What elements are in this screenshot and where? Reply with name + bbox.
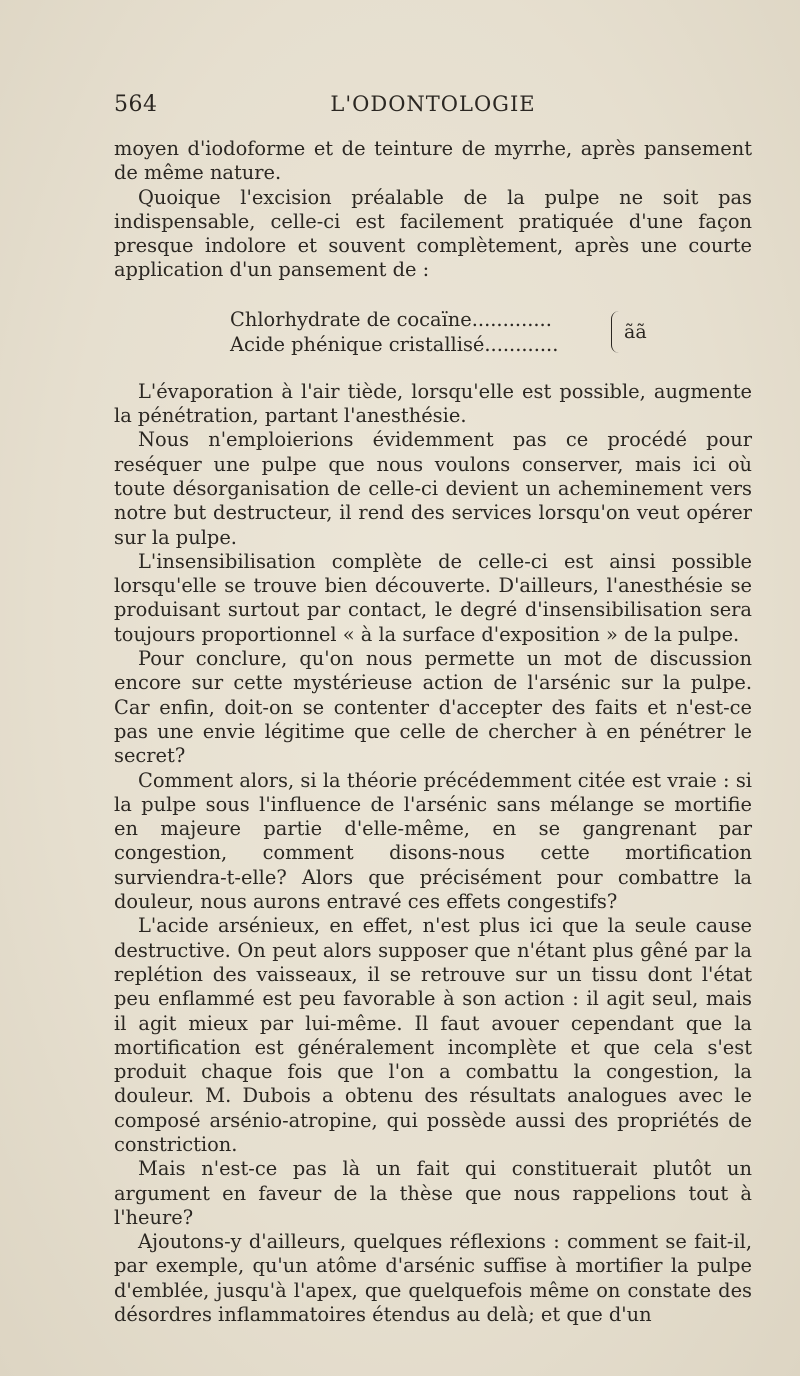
paragraph-9: Mais n'est-ce pas là un fait qui constituerait plutôt un argument en faveur de la thèse que nous rappelions tout à l'heure? [114, 1157, 752, 1229]
right-brace [611, 311, 620, 353]
paragraph-2: Quoique l'excision préalable de la pulpe ne soit pas indispensable, celle-ci est facilement pratiquée d'une façon presque indolore et souvent complètement, après une courte application d'un pansement de : [114, 185, 752, 282]
paragraph-6: Pour conclure, qu'on nous permette un mot de discussion encore sur cette mystérieuse action de l'arsénic sur la pulpe. Car enfin, doit-on se contenter d'accepter des faits et n'est-ce pas une envie légitime que celle de chercher à en pénétrer le secret? [114, 647, 752, 768]
paragraph-10: Ajoutons-y d'ailleurs, quelques réflexions : comment se fait-il, par exemple, qu'un atôme d'arsénic suffise à mortifier la pulpe d'emblée, jusqu'à l'apex, que quelquefois même on constate des désordres inflammatoires étendus au delà; et que d'un [114, 1230, 752, 1327]
formula-block [114, 308, 752, 358]
formula-line-phenique: Acide phénique cristallisé............ [230, 332, 559, 356]
page-number: 564 [114, 92, 158, 117]
running-title: L'ODONTOLOGIE [330, 92, 536, 116]
paragraph-8: L'acide arsénieux, en effet, n'est plus ici que la seule cause destructive. On peut alors supposer que n'étant plus gêné par la replétion des vaisseaux, il se retrouve sur un tissu dont l'état peu enflammé est peu favorable à son action : il agit seul, mais il agit mieux par lui-même. Il faut avouer cependant que la mortification est généralement incomplète et que cela s'est produit chaque fois que l'on a combattu la congestion, la douleur. M. Dubois a obtenu des résultats analogues avec le composé arsénio-atropine, qui possède aussi des propriétés de constriction. [114, 914, 752, 1156]
paragraph-3: L'évaporation à l'air tiède, lorsqu'elle est possible, augmente la pénétration, partant l'anesthésie. [114, 379, 752, 428]
paragraph-7: Comment alors, si la théorie précédemment citée est vraie : si la pulpe sous l'influence de l'arsénic sans mélange se mortifie en majeure partie d'elle-même, en se gangrenant par congestion, comment disons-nous cette mortification surviendra-t-elle? Alors que précisément pour combattre la douleur, nous aurons entravé ces effets congestifs? [114, 768, 752, 914]
brace-label: ãã [624, 320, 647, 343]
paragraph-5: L'insensibilisation complète de celle-ci est ainsi possible lorsqu'elle se trouve bien découverte. D'ailleurs, l'anesthésie se produisant surtout par contact, le degré d'insensibilisation sera toujours proportionnel « à la surface d'exposition » de la pulpe. [114, 549, 752, 646]
page-header [114, 92, 752, 126]
formula-line-cocaine: Chlorhydrate de cocaïne............. [230, 307, 552, 331]
paragraph-1: moyen d'iodoforme et de teinture de myrrhe, après pansement de même nature. [114, 137, 752, 185]
body-text [114, 137, 752, 1327]
paragraph-4: Nous n'emploierions évidemment pas ce procédé pour reséquer une pulpe que nous voulons conserver, mais ici où toute désorganisation de celle-ci devient un acheminement vers notre but destructeur, il rend des services lorsqu'on veut opérer sur la pulpe. [114, 428, 752, 549]
